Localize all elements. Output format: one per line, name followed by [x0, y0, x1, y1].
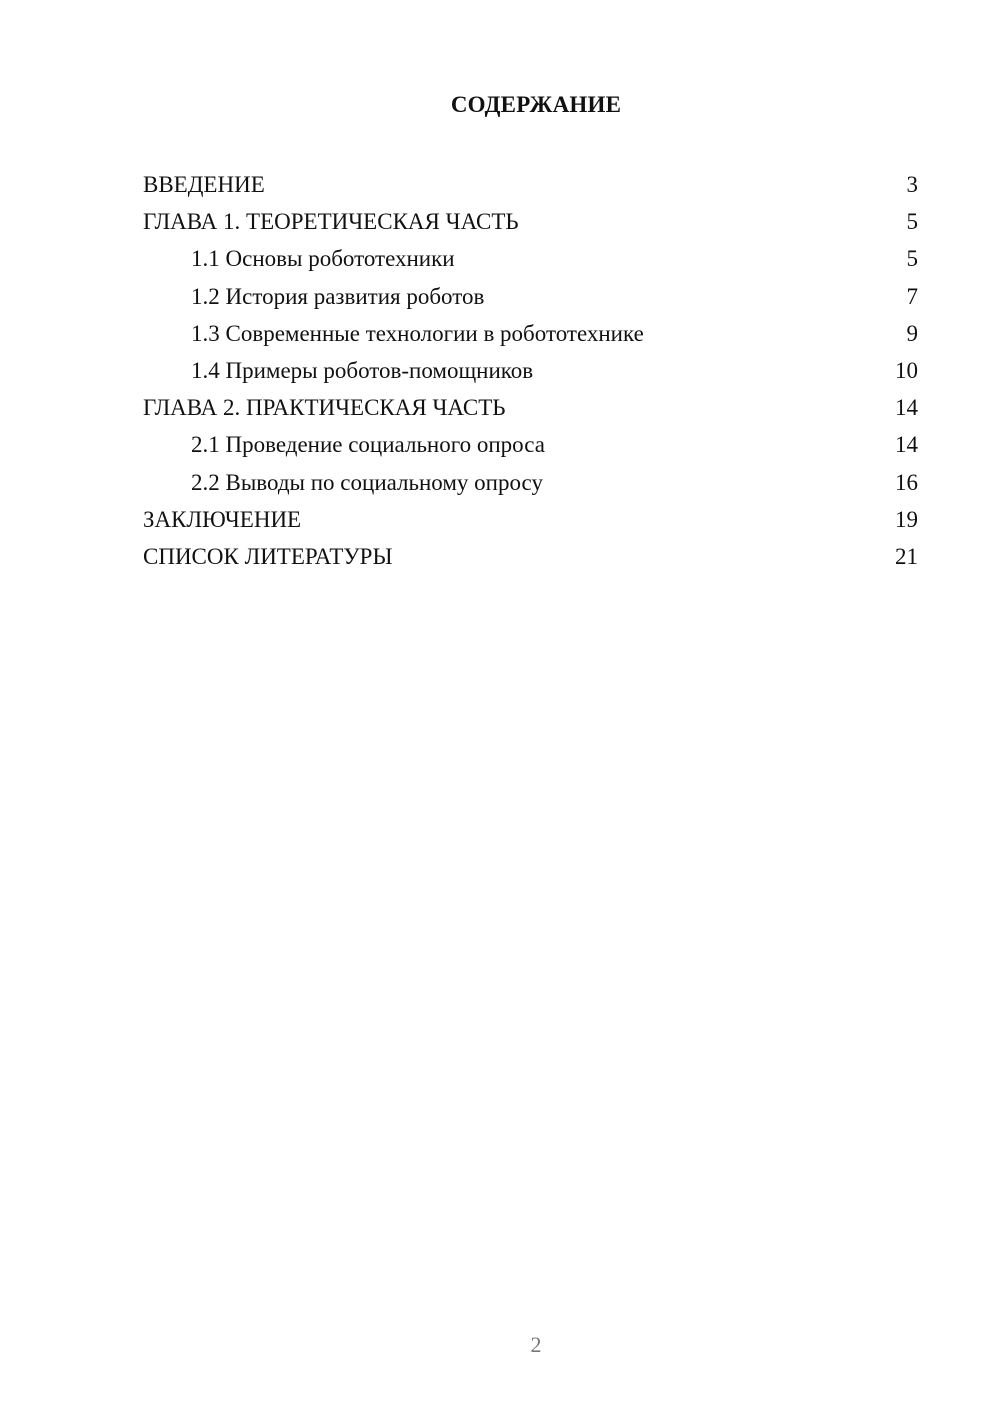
toc-entry-chapter-2	[143, 389, 918, 426]
toc-entry-label: ВВЕДЕНИЕ	[143, 172, 265, 197]
toc-entry-label: 2.2 Выводы по социальному опросу	[191, 469, 543, 495]
toc-entry-label: 2.1 Проведение социального опроса	[191, 432, 545, 458]
toc-entry-conclusion	[143, 501, 918, 538]
toc-entry-page: 16	[895, 469, 918, 495]
toc-entry-chapter-1	[143, 203, 918, 240]
toc-entry-page: 19	[895, 506, 918, 532]
toc-entry-page: 5	[906, 246, 918, 272]
toc-entry-page: 5	[906, 209, 918, 235]
toc-entry-label: СПИСОК ЛИТЕРАТУРЫ	[143, 543, 393, 569]
toc-entry-page: 14	[895, 395, 918, 421]
toc-entry-label: ЗАКЛЮЧЕНИЕ	[143, 506, 302, 532]
toc-entry-label: ГЛАВА 2. ПРАКТИЧЕСКАЯ ЧАСТЬ	[143, 395, 506, 421]
toc-entry-section-2-1	[143, 426, 918, 463]
toc-entry-section-1-3	[143, 315, 918, 352]
toc-entry-label: 1.4 Примеры роботов-помощников	[191, 357, 534, 383]
toc-entry-section-2-2	[143, 464, 918, 501]
toc-entry-section-1-1	[143, 240, 918, 277]
toc-entry-page: 7	[906, 283, 918, 309]
toc-entry-label: ГЛАВА 1. ТЕОРЕТИЧЕСКАЯ ЧАСТЬ	[143, 209, 519, 235]
page-number: 2	[530, 1332, 542, 1357]
toc-entry-page: 10	[895, 357, 918, 383]
toc-entry-page: 21	[895, 543, 918, 569]
toc-entry-label: 1.1 Основы робототехники	[191, 246, 455, 272]
toc-title: СОДЕРЖАНИЕ	[450, 92, 622, 117]
toc-entry-introduction	[143, 166, 918, 203]
toc-entry-section-1-2	[143, 278, 918, 315]
toc-entry-page: 3	[906, 172, 918, 197]
toc-entry-section-1-4	[143, 352, 918, 389]
toc-entry-references	[143, 538, 918, 575]
toc-entry-page: 9	[906, 320, 918, 346]
toc-entry-label: 1.3 Современные технологии в робототехнике	[191, 320, 644, 346]
toc-entry-page: 14	[895, 432, 918, 458]
toc-entry-label: 1.2 История развития роботов	[191, 283, 485, 309]
table-of-contents	[143, 166, 918, 575]
